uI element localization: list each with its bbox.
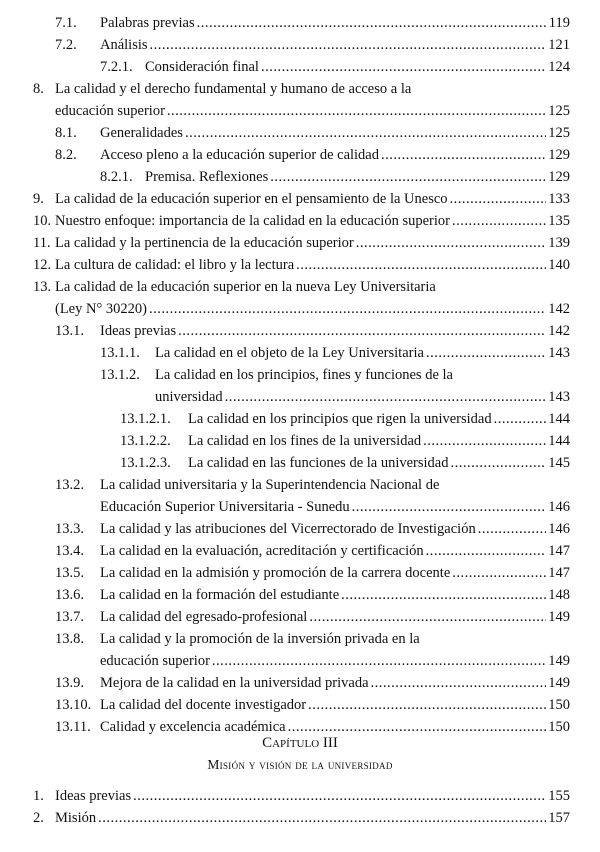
toc-entry: [0, 584, 570, 606]
dot-leader: [98, 807, 546, 829]
dot-leader: [149, 298, 546, 320]
chapter-heading: Capítulo III: [262, 735, 338, 751]
toc-entry-page-number: 142: [548, 323, 570, 339]
toc-entry: [0, 562, 570, 584]
toc-entry-number: 8.: [33, 81, 44, 97]
dot-leader: [352, 496, 547, 518]
dot-leader: [426, 540, 547, 562]
toc-entry-title: La calidad en los fines de la universidad: [188, 433, 422, 449]
dot-leader: [381, 144, 546, 166]
toc-entry-page-number: 148: [548, 587, 570, 603]
dot-leader: [178, 320, 546, 342]
dot-leader: [212, 650, 546, 672]
toc-entry: [0, 496, 570, 518]
toc-entry: [0, 210, 570, 232]
toc-entry-title: La cultura de calidad: el libro y la lectura: [55, 257, 295, 273]
toc-entry-number: 13.1.2.2.: [120, 433, 171, 449]
toc-entry-title: La calidad en la evaluación, acreditación y certificación: [100, 543, 424, 559]
toc-entry-title: Premisa. Reflexiones: [145, 169, 269, 185]
toc-entry-title: Calidad y excelencia académica: [100, 719, 286, 735]
dot-leader: [452, 210, 546, 232]
toc-entry-title: La calidad de la educación superior en la nueva Ley Universitaria: [55, 279, 436, 295]
toc-entry-number: 13.1.2.: [100, 367, 140, 383]
toc-entry-page-number: 133: [548, 191, 570, 207]
dot-leader: [494, 408, 547, 430]
toc-entry-page-number: 125: [548, 103, 570, 119]
toc-entry-page-number: 143: [548, 389, 570, 405]
toc-entry: [0, 628, 570, 650]
toc-entry-title: La calidad y la pertinencia de la educación superior: [55, 235, 354, 251]
toc-entry-number: 8.1.: [55, 125, 77, 141]
toc-entry: [0, 364, 570, 386]
toc-entry-page-number: 142: [548, 301, 570, 317]
toc-entry: [0, 34, 570, 56]
dot-leader: [309, 606, 546, 628]
toc-entry-title: educación superior: [100, 653, 210, 669]
table-of-contents: [0, 12, 600, 738]
toc-entry: [0, 12, 570, 34]
table-of-contents-continued: [0, 785, 600, 829]
toc-entry-number: 1.: [33, 788, 44, 804]
dot-leader: [426, 342, 546, 364]
toc-entry-page-number: 125: [548, 125, 570, 141]
toc-entry: [0, 408, 570, 430]
toc-entry-title: La calidad en la formación del estudiante: [100, 587, 340, 603]
toc-entry-title: Ideas previas: [55, 788, 132, 804]
toc-entry: [0, 474, 570, 496]
toc-entry-title: La calidad en los principios que rigen la universidad: [188, 411, 492, 427]
toc-entry-number: 13.2.: [55, 477, 84, 493]
toc-entry-title: La calidad y el derecho fundamental y humano de acceso a la: [55, 81, 412, 97]
chapter-subtitle: Misión y visión de la universidad: [207, 757, 393, 772]
toc-entry-number: 13.8.: [55, 631, 84, 647]
toc-entry-page-number: 144: [548, 411, 570, 427]
toc-entry: [0, 386, 570, 408]
dot-leader: [150, 34, 547, 56]
toc-entry-number: 13.9.: [55, 675, 84, 691]
toc-entry-page-number: 129: [548, 147, 570, 163]
toc-entry-title: La calidad en los principios, fines y funciones de la: [155, 367, 453, 383]
dot-leader: [450, 188, 547, 210]
toc-entry-number: 7.2.1.: [100, 59, 133, 75]
dot-leader: [451, 452, 547, 474]
toc-entry: [0, 254, 570, 276]
dot-leader: [423, 430, 546, 452]
toc-entry-number: 13.1.2.1.: [120, 411, 171, 427]
toc-entry-page-number: 146: [548, 521, 570, 537]
toc-entry-title: Generalidades: [100, 125, 183, 141]
toc-entry-page-number: 147: [548, 543, 570, 559]
toc-entry: [0, 122, 570, 144]
toc-entry-title: La calidad de la educación superior en el pensamiento de la Unesco: [55, 191, 448, 207]
toc-entry-title: La calidad en el objeto de la Ley Universitaria: [155, 345, 424, 361]
toc-entry-page-number: 150: [548, 697, 570, 713]
toc-entry-page-number: 121: [548, 37, 570, 53]
dot-leader: [356, 232, 547, 254]
toc-entry-title: La calidad universitaria y la Superintendencia Nacional de: [100, 477, 440, 493]
toc-entry-number: 13.7.: [55, 609, 84, 625]
toc-entry-title: La calidad y las atribuciones del Vicerrectorado de Investigación: [100, 521, 476, 537]
toc-entry: [0, 320, 570, 342]
toc-entry-number: 13.5.: [55, 565, 84, 581]
toc-entry-page-number: 155: [548, 788, 570, 804]
toc-entry: [0, 232, 570, 254]
toc-entry: [0, 785, 570, 807]
toc-entry: [0, 518, 570, 540]
toc-entry-title: universidad: [155, 389, 223, 405]
toc-entry-title: Mejora de la calidad en la universidad privada: [100, 675, 369, 691]
toc-entry-title: Educación Superior Universitaria - Sunedu: [100, 499, 350, 515]
toc-entry-number: 2.: [33, 810, 44, 826]
toc-entry-page-number: 129: [548, 169, 570, 185]
toc-entry-number: 7.2.: [55, 37, 77, 53]
toc-entry-title: Nuestro enfoque: importancia de la calidad en la educación superior: [55, 213, 450, 229]
toc-entry-title: Acceso pleno a la educación superior de calidad: [100, 147, 379, 163]
toc-entry-page-number: 147: [548, 565, 570, 581]
dot-leader: [185, 122, 546, 144]
toc-entry-number: 8.2.1.: [100, 169, 133, 185]
toc-entry-title: Ideas previas: [100, 323, 177, 339]
toc-entry-number: 13.6.: [55, 587, 84, 603]
toc-entry-title: La calidad y la promoción de la inversión privada en la: [100, 631, 420, 647]
toc-entry: [0, 298, 570, 320]
dot-leader: [371, 672, 547, 694]
toc-entry: [0, 807, 570, 829]
toc-entry-number: 11.: [33, 235, 51, 251]
toc-entry-page-number: 149: [548, 675, 570, 691]
dot-leader: [452, 562, 546, 584]
toc-entry-number: 8.2.: [55, 147, 77, 163]
toc-entry: [0, 672, 570, 694]
toc-entry-number: 12.: [33, 257, 52, 273]
toc-entry: [0, 430, 570, 452]
toc-entry-page-number: 145: [548, 455, 570, 471]
toc-entry: [0, 276, 570, 298]
toc-entry-number: 13.1.: [55, 323, 84, 339]
toc-entry-page-number: 119: [548, 15, 570, 31]
toc-entry-number: 13.1.2.3.: [120, 455, 171, 471]
toc-entry-number: 7.1.: [55, 15, 77, 31]
dot-leader: [341, 584, 546, 606]
toc-entry: [0, 606, 570, 628]
dot-leader: [296, 254, 546, 276]
toc-entry: [0, 100, 570, 122]
toc-entry-title: La calidad del egresado-profesional: [100, 609, 308, 625]
dot-leader: [308, 694, 546, 716]
toc-entry-title: La calidad del docente investigador: [100, 697, 307, 713]
toc-entry-page-number: 144: [548, 433, 570, 449]
toc-entry-number: 13.3.: [55, 521, 84, 537]
toc-entry-page-number: 139: [548, 235, 570, 251]
toc-entry-title: Consideración final: [145, 59, 259, 75]
toc-entry-number: 13.4.: [55, 543, 84, 559]
toc-entry: [0, 166, 570, 188]
toc-entry-page-number: 140: [548, 257, 570, 273]
toc-entry: [0, 342, 570, 364]
dot-leader: [270, 166, 546, 188]
toc-entry-page-number: 149: [548, 609, 570, 625]
toc-entry-title: Misión: [55, 810, 97, 826]
toc-entry-number: 13.1.1.: [100, 345, 140, 361]
toc-entry-title: La calidad en las funciones de la universidad: [188, 455, 449, 471]
toc-entry: [0, 78, 570, 100]
toc-entry: [0, 650, 570, 672]
toc-entry-page-number: 149: [548, 653, 570, 669]
dot-leader: [133, 785, 546, 807]
toc-entry: [0, 694, 570, 716]
dot-leader: [225, 386, 547, 408]
toc-entry-title: (Ley N° 30220): [55, 301, 147, 317]
toc-entry-title: educación superior: [55, 103, 165, 119]
toc-entry-page-number: 124: [548, 59, 570, 75]
dot-leader: [167, 100, 546, 122]
toc-entry-title: Análisis: [100, 37, 148, 53]
toc-entry: [0, 144, 570, 166]
toc-entry: [0, 452, 570, 474]
toc-entry-page-number: 157: [548, 810, 570, 826]
toc-entry-number: 10.: [33, 213, 52, 229]
toc-entry-title: Palabras previas: [100, 15, 195, 31]
toc-entry: [0, 188, 570, 210]
toc-entry-number: 9.: [33, 191, 44, 207]
toc-entry-page-number: 146: [548, 499, 570, 515]
toc-entry-page-number: 143: [548, 345, 570, 361]
dot-leader: [197, 12, 547, 34]
toc-entry-title: La calidad en la admisión y promoción de la carrera docente: [100, 565, 451, 581]
dot-leader: [261, 56, 546, 78]
toc-entry-number: 13.10.: [55, 697, 92, 713]
toc-entry: [0, 56, 570, 78]
toc-entry-page-number: 150: [548, 719, 570, 735]
dot-leader: [478, 518, 547, 540]
toc-entry-page-number: 135: [548, 213, 570, 229]
toc-entry: [0, 540, 570, 562]
toc-entry-number: 13.11.: [55, 719, 91, 735]
toc-entry-number: 13.: [33, 279, 52, 295]
